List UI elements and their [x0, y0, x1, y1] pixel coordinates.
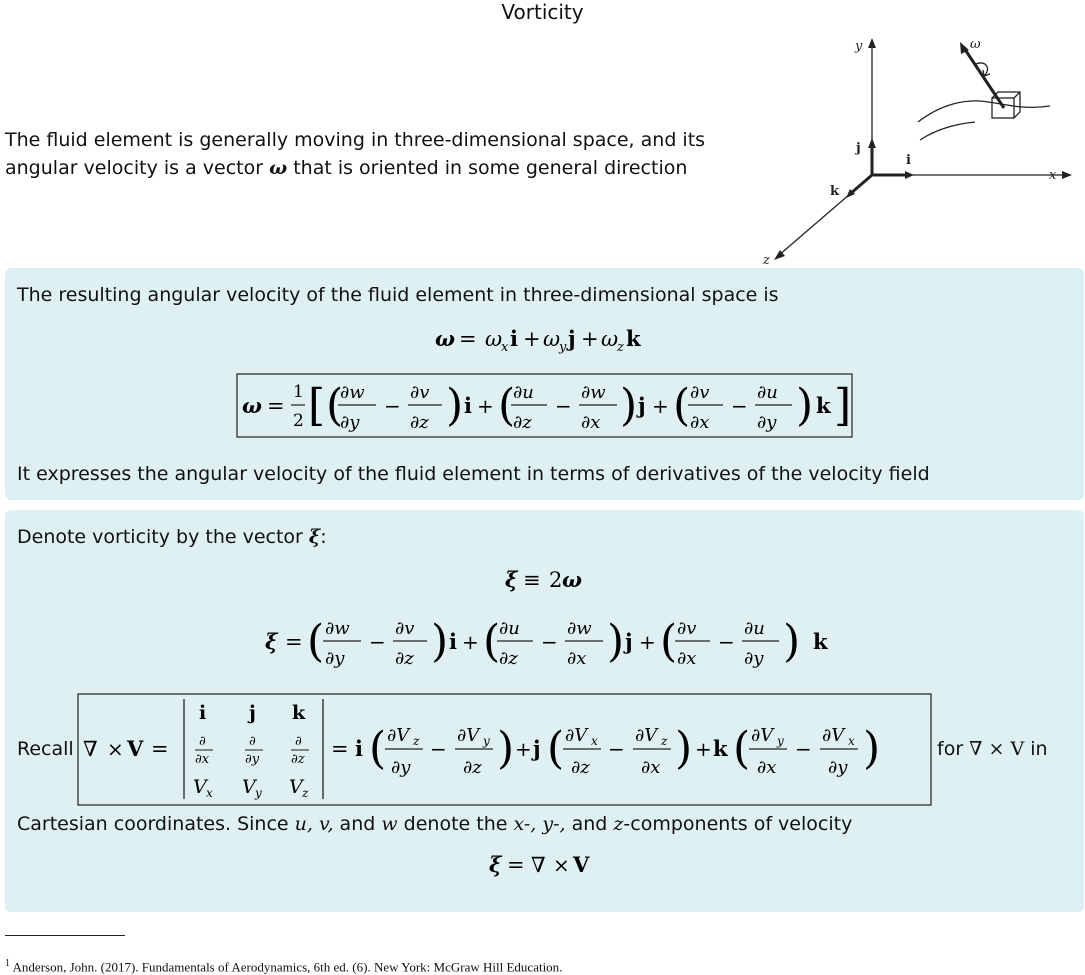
svg-text:−: −: [369, 630, 386, 654]
svg-text:[: [: [308, 380, 326, 431]
svg-text:∂x: ∂x: [195, 752, 210, 767]
svg-text:−: −: [718, 630, 735, 654]
svg-text:V: V: [193, 776, 207, 798]
svg-text:ω: ω: [562, 567, 582, 592]
svg-text:ω: ω: [435, 326, 455, 351]
svg-text:∂y: ∂y: [245, 752, 260, 767]
z-label: z: [763, 253, 770, 268]
svg-text:j: j: [249, 702, 256, 724]
svg-text:−: −: [795, 737, 812, 761]
vorticity-curl-equation: [489, 850, 609, 882]
svg-text:ξ: ξ: [505, 567, 518, 592]
svg-text:+: +: [639, 630, 656, 654]
box2-line1-text: Denote vorticity by the vector: [17, 526, 303, 548]
svg-text:V: V: [573, 852, 590, 877]
svg-text:∂w: ∂w: [340, 382, 365, 403]
omega-label: ω: [970, 37, 981, 52]
svg-text:V: V: [242, 776, 256, 798]
svg-text:j: j: [533, 736, 541, 761]
svg-text:ω: ω: [543, 327, 561, 351]
svg-text:x: x: [848, 734, 855, 748]
footnote-divider: [5, 935, 125, 936]
svg-text:y: y: [777, 734, 784, 748]
svg-text:∂: ∂: [295, 734, 302, 749]
box2-line3: [17, 811, 852, 837]
svg-text:=: =: [331, 737, 349, 761]
svg-text:∂z: ∂z: [463, 757, 482, 778]
svg-text:): ): [620, 380, 638, 431]
svg-text:∂x: ∂x: [641, 757, 661, 778]
svg-text:x: x: [501, 340, 509, 355]
svg-text:×: ×: [553, 853, 570, 877]
svg-text:): ): [446, 380, 464, 431]
svg-text:): ): [431, 616, 449, 667]
box1-line2: It expresses the angular velocity of the fluid element in terms of derivatives of the velocity field: [17, 463, 930, 485]
box2-line1: [17, 524, 327, 550]
svg-text:): ): [796, 380, 814, 431]
curl-determinant-equation: [77, 693, 933, 807]
svg-text:): ): [607, 616, 625, 667]
svg-text:∂V: ∂V: [822, 725, 845, 746]
svg-text:(: (: [547, 723, 565, 774]
svg-text:(: (: [733, 723, 751, 774]
svg-text:∂V: ∂V: [635, 725, 658, 746]
omega-vector: [964, 48, 1004, 108]
svg-text:+: +: [581, 327, 599, 351]
svg-text:∂y: ∂y: [391, 757, 411, 778]
svg-text:+: +: [477, 394, 494, 418]
svg-text:(: (: [369, 723, 387, 774]
svg-text:ξ: ξ: [489, 852, 502, 877]
j-label: j: [856, 141, 861, 156]
svg-text:∂z: ∂z: [291, 752, 305, 767]
svg-text:∂x: ∂x: [567, 648, 587, 669]
svg-text:−: −: [541, 630, 558, 654]
x-label: x: [1049, 168, 1057, 183]
svg-text:(: (: [498, 380, 516, 431]
svg-text:k: k: [292, 702, 306, 724]
svg-text:(: (: [673, 380, 691, 431]
svg-text:ξ: ξ: [265, 629, 278, 654]
svg-text:=: =: [151, 737, 169, 761]
vorticity-box: [5, 510, 1084, 912]
k-label: k: [830, 184, 840, 199]
svg-text:∂: ∂: [249, 734, 256, 749]
svg-text:+: +: [515, 737, 532, 761]
box1-line1: The resulting angular velocity of the fluid element in three-dimensional space is: [17, 284, 779, 306]
svg-text:(: (: [326, 380, 344, 431]
angular-velocity-diagram: [760, 30, 1080, 270]
line3-a: Cartesian coordinates. Since: [17, 813, 289, 835]
vorticity-definition-equation: [505, 566, 595, 596]
svg-text:−: −: [555, 394, 572, 418]
line3-w: w: [381, 813, 398, 835]
recall-label: Recall: [17, 738, 74, 760]
svg-text:ω: ω: [601, 327, 619, 351]
svg-text:V: V: [127, 736, 144, 761]
in-text: in: [1030, 738, 1048, 760]
svg-text:j: j: [638, 393, 646, 418]
svg-text:i: i: [355, 736, 363, 761]
svg-text:y: y: [255, 786, 262, 800]
svg-text:]: ]: [834, 380, 852, 431]
svg-text:x: x: [206, 786, 213, 800]
footnote: [5, 956, 562, 975]
svg-text:=: =: [267, 394, 285, 418]
svg-text:ω: ω: [242, 393, 262, 418]
svg-text:∂y: ∂y: [325, 648, 345, 669]
svg-text:×: ×: [107, 737, 124, 761]
svg-text:∂w: ∂w: [567, 618, 592, 639]
svg-text:∂V: ∂V: [387, 725, 410, 746]
path-curve: [918, 101, 1050, 122]
y-label: y: [855, 39, 863, 54]
svg-text:∂V: ∂V: [457, 725, 480, 746]
footnote-text: Anderson, John. (2017). Fundamentals of Aerodynamics, 6th ed. (6). New York: McGraw Hill Education.: [12, 959, 563, 975]
svg-text:∂u: ∂u: [513, 382, 534, 403]
svg-text:∂w: ∂w: [581, 382, 606, 403]
svg-text:i: i: [510, 326, 518, 351]
svg-text:k: k: [816, 393, 831, 418]
svg-text:+: +: [652, 394, 669, 418]
svg-text:z: z: [413, 734, 420, 748]
svg-text:∂y: ∂y: [744, 648, 764, 669]
svg-text:): ): [783, 616, 801, 667]
svg-text:∂u: ∂u: [757, 382, 778, 403]
svg-text:=: =: [285, 630, 303, 654]
svg-text:∂z: ∂z: [395, 648, 414, 669]
svg-text:k: k: [813, 629, 828, 654]
svg-text:∂x: ∂x: [757, 757, 777, 778]
svg-text:∂z: ∂z: [499, 648, 518, 669]
svg-text:≡: ≡: [523, 568, 541, 592]
line3-comp: x-, y-,: [513, 813, 566, 835]
svg-text:−: −: [731, 394, 748, 418]
svg-text:∂z: ∂z: [513, 412, 532, 433]
svg-text:): ): [863, 723, 881, 774]
svg-text:∂v: ∂v: [690, 382, 710, 403]
svg-text:∇: ∇: [83, 737, 98, 761]
svg-text:∂y: ∂y: [828, 757, 848, 778]
svg-text:∂v: ∂v: [410, 382, 430, 403]
footnote-mark: 1: [5, 958, 10, 969]
xi-symbol: ξ: [308, 526, 321, 548]
svg-text:+: +: [695, 737, 712, 761]
line3-vars: u, v,: [294, 813, 334, 835]
svg-text:∇: ∇: [531, 853, 546, 877]
for-text: for: [937, 738, 964, 760]
svg-text:(: (: [483, 616, 501, 667]
svg-text:+: +: [523, 327, 541, 351]
svg-text:∂u: ∂u: [744, 618, 765, 639]
svg-text:∂v: ∂v: [395, 618, 415, 639]
svg-text:V: V: [289, 776, 303, 798]
svg-text:=: =: [459, 327, 477, 351]
svg-text:ω: ω: [485, 327, 503, 351]
angular-velocity-derivative-equation: [236, 372, 856, 440]
svg-text:∂u: ∂u: [499, 618, 520, 639]
svg-text:∂z: ∂z: [410, 412, 429, 433]
line3-c: -components of velocity: [623, 813, 853, 835]
intro-text-after: that is oriented in some general direction: [293, 157, 688, 179]
svg-text:z: z: [617, 340, 624, 355]
svg-text:2: 2: [549, 568, 563, 592]
svg-text:∂x: ∂x: [690, 412, 710, 433]
svg-text:x: x: [591, 734, 598, 748]
i-label: i: [906, 153, 911, 168]
svg-text:(: (: [307, 616, 325, 667]
svg-text:z: z: [661, 734, 668, 748]
svg-text:∂w: ∂w: [325, 618, 350, 639]
curl-symbol: ∇ × V: [969, 738, 1025, 760]
svg-text:=: =: [507, 853, 525, 877]
svg-text:1: 1: [293, 382, 304, 402]
svg-text:∂V: ∂V: [751, 725, 774, 746]
for-curl-in: [937, 736, 1048, 762]
svg-text:k: k: [626, 326, 641, 351]
svg-text:∂x: ∂x: [581, 412, 601, 433]
svg-text:∂v: ∂v: [677, 618, 697, 639]
line3-z: z: [613, 813, 624, 835]
line3-b: denote the: [403, 813, 508, 835]
angular-velocity-box: [5, 268, 1084, 500]
svg-text:∂z: ∂z: [571, 757, 590, 778]
svg-text:∂: ∂: [199, 734, 206, 749]
svg-text:−: −: [430, 737, 447, 761]
svg-text:y: y: [559, 340, 567, 355]
svg-text:j: j: [625, 629, 633, 654]
box2-line1-end: :: [320, 526, 327, 548]
intro-paragraph: [5, 126, 765, 182]
svg-text:k: k: [713, 736, 728, 761]
vorticity-derivative-equation: [263, 608, 843, 676]
omega-symbol: ω: [269, 157, 288, 179]
svg-text:i: i: [449, 629, 457, 654]
svg-text:i: i: [199, 702, 207, 724]
line3-and: and: [339, 813, 376, 835]
svg-text:−: −: [608, 737, 625, 761]
svg-text:i: i: [464, 393, 472, 418]
angular-velocity-equation: [435, 324, 665, 356]
page-title: Vorticity: [501, 0, 584, 24]
svg-text:∂y: ∂y: [757, 412, 777, 433]
svg-text:∂y: ∂y: [340, 412, 360, 433]
svg-text:+: +: [462, 630, 479, 654]
line3-and2: and: [571, 813, 608, 835]
svg-text:∂x: ∂x: [677, 648, 697, 669]
svg-text:(: (: [660, 616, 678, 667]
intro-text: The fluid element is generally moving in three-dimensional space, and its angular velocity is a vector: [5, 129, 706, 179]
svg-text:z: z: [302, 786, 309, 800]
svg-text:): ): [497, 723, 515, 774]
svg-text:j: j: [568, 326, 576, 351]
svg-text:y: y: [483, 734, 490, 748]
svg-text:2: 2: [293, 411, 304, 431]
svg-text:∂V: ∂V: [565, 725, 588, 746]
svg-text:): ): [675, 723, 693, 774]
svg-text:−: −: [384, 394, 401, 418]
